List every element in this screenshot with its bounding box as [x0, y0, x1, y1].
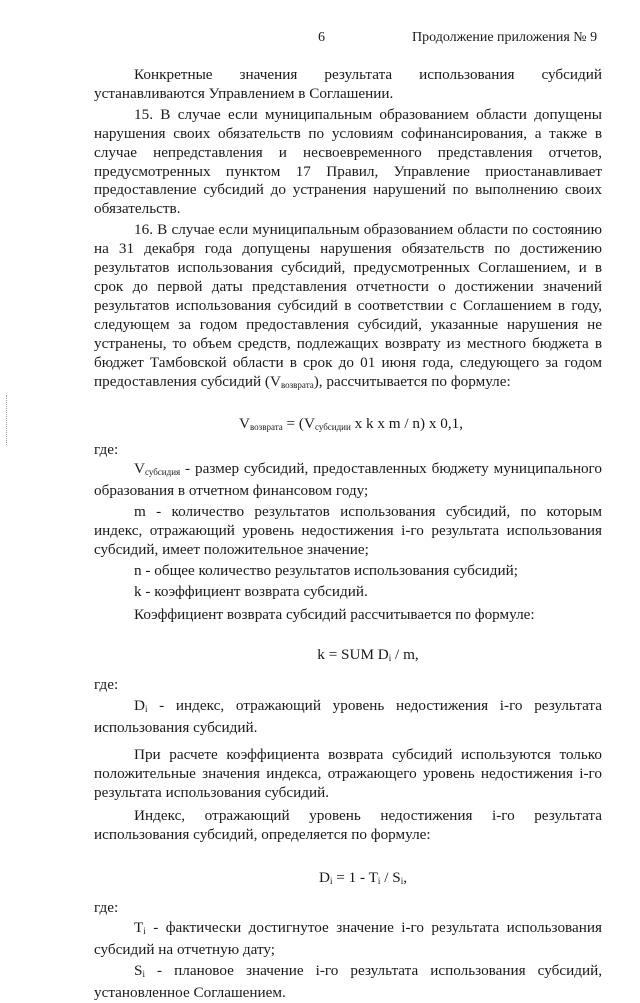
formula1-tail: x k x m / n) x 0,1,: [350, 415, 464, 433]
paragraph-16: [94, 221, 602, 394]
def-d-sub: i: [144, 704, 148, 715]
def-v-text: - размер субсидий, предоставленных бюджету муниципального образования в отчетном финансовом году;: [94, 460, 602, 500]
paragraph-16-text: 16. В случае если муниципальным образованием области по состоянию на 31 декабря года допущены нарушения обязательств по достижению результатов использования субсидий, предусмотренных Соглашением, и в срок до первой даты представления отчетности о достижении значений результатов использования субсидий в соответствии с Соглашением в году, следующем за годом предоставления субсидий, указанные нарушения не устранены, то объем средств, подлежащих возврату из местного бюджета в бюджет Тамбовской области в срок до 01 июня года, следующего за годом предоставления субсидий (V: [94, 221, 602, 390]
paragraph-result-values: Конкретные значения результата использования субсидий устанавливаются Управлением в Соглашении.: [94, 66, 602, 102]
def-d-text: - индекс, отражающий уровень недостижения i-го результата использования субсидий.: [94, 697, 602, 737]
formula1-mid-sub: субсидии: [314, 422, 351, 433]
definition-t: [94, 919, 602, 960]
def-s-symbol: S: [134, 962, 143, 980]
document-body: [94, 66, 602, 1003]
def-t-symbol: T: [134, 919, 144, 937]
formula3-t-sub: i: [377, 875, 381, 886]
formula1-mid: = (V: [282, 415, 315, 433]
formula2-tail: / m,: [391, 646, 419, 664]
def-s-text: - плановое значение i-го результата использования субсидий, установленное Соглашением.: [94, 962, 602, 1002]
formula1-v-sub: возврата: [249, 422, 283, 433]
formula2-lead: k = SUM D: [317, 646, 389, 664]
definition-k: k - коэффициент возврата субсидий.: [134, 582, 368, 600]
where-label-1: где:: [94, 441, 119, 459]
def-s-sub: i: [142, 969, 145, 980]
formula3-d: D: [319, 868, 330, 886]
paragraph-16-subscript: возврата: [280, 379, 314, 390]
def-d-symbol: D: [134, 697, 145, 715]
formula-index: [94, 869, 602, 891]
formula3-tail: ,: [403, 868, 407, 886]
where-label-3: где:: [94, 898, 119, 916]
formula3-slash: / S: [380, 868, 401, 886]
definition-v-subsidy: [94, 460, 602, 501]
where-label-2: где:: [94, 676, 119, 694]
paragraph-index-intro: Индекс, отражающий уровень недостижения i-го результата использования субсидий, определяется по формуле:: [94, 806, 602, 843]
definition-s: [94, 962, 602, 1003]
paragraph-k-intro: Коэффициент возврата субсидий рассчитывается по формуле:: [134, 605, 535, 623]
formula2-sub: i: [388, 653, 392, 664]
definition-m: m - количество результатов использования субсидий, по которым индекс, отражающий уровень недостижения i-го результата использования субсидий, имеет положительное значение;: [94, 503, 602, 558]
paragraph-positive-values: При расчете коэффициента возврата субсидий используются только положительные значения индекса, отражающего уровень недостижения i-го результата использования субсидий.: [94, 746, 602, 801]
def-t-text: - фактически достигнутое значение i-го результата использования субсидий на отчетную дату;: [94, 919, 602, 959]
formula1-v: V: [238, 415, 250, 433]
formula3-s-sub: i: [400, 875, 404, 886]
formula3-mid: = 1 - T: [332, 868, 378, 886]
page-number: 6: [318, 30, 325, 45]
appendix-header: Продолжение приложения № 9: [412, 30, 598, 45]
formula3-d-sub: i: [329, 875, 333, 886]
formula-coefficient: [94, 646, 602, 668]
paragraph-15: 15. В случае если муниципальным образованием области допущены нарушения своих обязательств по условиям софинансирования, а также в случае непредставления и несвоевременного представления отчетов, предусмотренных пунктом 17 Правил, Управление приостанавливает предоставление субсидий до устранения нарушений по выполнению своих обязательств.: [94, 105, 602, 218]
def-t-sub: i: [143, 926, 146, 937]
definition-d: [94, 697, 602, 738]
definition-n: n - общее количество результатов использования субсидий;: [134, 561, 518, 579]
margin-scan-mark: [6, 395, 9, 445]
paragraph-16-tail: ), рассчитывается по формуле:: [313, 372, 511, 390]
def-v-symbol: V: [134, 460, 145, 478]
def-v-sub: субсидия: [144, 467, 181, 478]
formula-return-volume: [94, 415, 602, 437]
